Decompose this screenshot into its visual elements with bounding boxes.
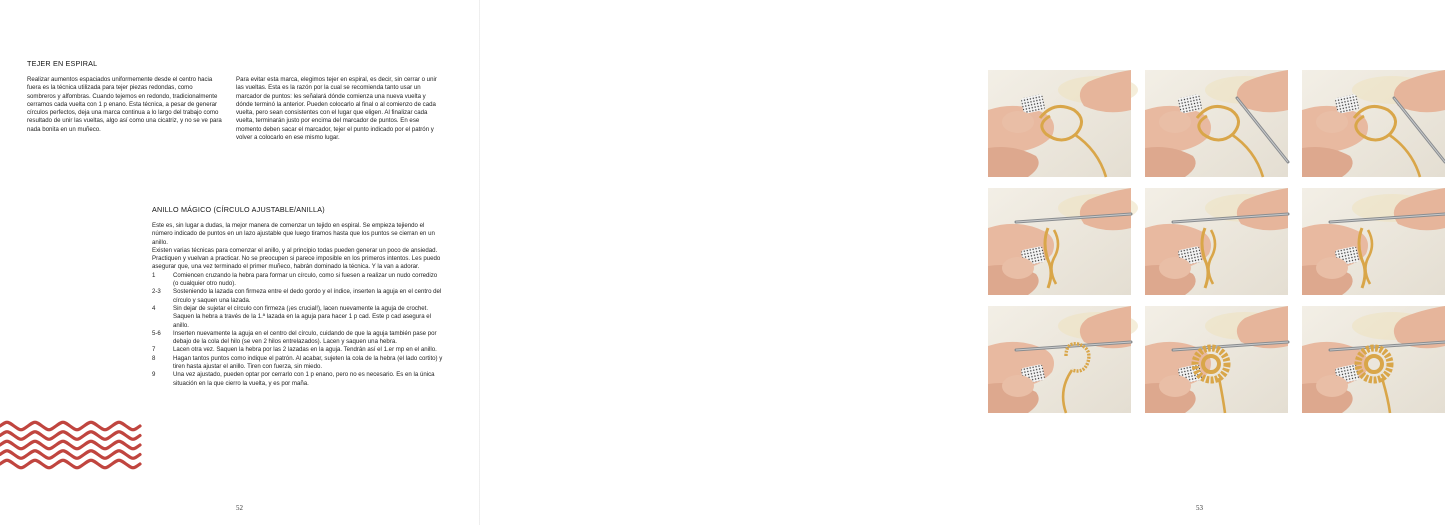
wave-decoration-icon [0, 420, 140, 472]
paragraph-magic-ring-1: Este es, sin lugar a dudas, la mejor manera de comenzar un tejido en espiral. Se empieza tejiendo el número indicado de puntos en un lazo ajustable que luego tiramos hasta que los puntos se cierran en un anillo. [152, 222, 435, 246]
body-column-b [236, 76, 441, 142]
right-page [480, 0, 1203, 525]
step-number: 9 [152, 371, 156, 379]
step-number: 7 [152, 346, 156, 354]
step-text: Comiencen cruzando la hebra para formar un círculo, como si fuesen a realizar un nudo corredizo (o cualquier otro nudo). [173, 271, 438, 288]
step-number: 4 [152, 304, 156, 312]
step-number: 1 [152, 271, 156, 279]
step-item [152, 288, 444, 305]
photo-step-3 [1302, 70, 1445, 177]
photo-step-9 [1302, 306, 1445, 413]
photo-step-4 [988, 188, 1131, 295]
step-number: 2-3 [152, 288, 161, 296]
paragraph-spiral-intro: Realizar aumentos espaciados uniformemente desde el centro hacia fuera es la técnica utilizada para tejer piezas redondas, como sombreros y alfombras. Cuando tejemos en redondo, tradicionalmente cerramos cada vuelta con 1 p enano. Esta técnica, a pesar de generar círculos perfectos, deja una marca continua a lo largo del trabajo como resultado de unir las vueltas, algo así como una cicatriz, y no se ve para nada bonita en un muñeco. [27, 76, 222, 133]
step-item [152, 305, 444, 330]
photo-step-6 [1302, 188, 1445, 295]
step-text: Lacen otra vez. Saquen la hebra por las 2 lazadas en la aguja. Tendrán así el 1.er mp en el anillo. [173, 346, 437, 354]
paragraph-magic-ring-2: Existen varias técnicas para comenzar el anillo, y al principio todas pueden generar un poco de ansiedad. Practiquen y vuelvan a practicar. No se preocupen si parece imposible en los primeros intentos. Les puedo asegurar que, una vez terminado el primer muñeco, habrán dominado la técnica. Y la van a adorar. [152, 246, 441, 271]
body-column-magic-ring [152, 222, 444, 388]
step-item [152, 355, 444, 372]
step-text: Una vez ajustado, pueden optar por cerrarlo con 1 p enano, pero no es necesario. Es en la única situación en la que cierro la vuelta, y es por maña. [173, 371, 435, 387]
step-item [152, 346, 444, 354]
step-text: Sin dejar de sujetar el círculo con firmeza (¡es crucial!), lacen nuevamente la aguja de crochet. Saquen la hebra a través de la 1.ª lazada en la aguja para hacer 1 p cad. Este p cad asegura el anillo. [173, 304, 432, 329]
step-item [152, 371, 444, 388]
steps-list [152, 272, 444, 388]
step-number: 8 [152, 354, 156, 362]
photo-step-1 [988, 70, 1131, 177]
body-column-a [27, 76, 222, 134]
step-text: Inserten nuevamente la aguja en el centro del círculo, cuidando de que la aguja también pase por debajo de la cola del hilo (se ven 2 hilos entrelazados). Lacen y saquen una hebra. [173, 329, 437, 346]
page-number-left: 52 [236, 504, 243, 512]
section-title-magic-ring: ANILLO MÁGICO (CÍRCULO AJUSTABLE/ANILLA) [152, 205, 325, 214]
photo-step-5 [1145, 188, 1288, 295]
photo-step-8 [1145, 306, 1288, 413]
page-number-right: 53 [1196, 504, 1203, 512]
step-text: Hagan tantos puntos como indique el patrón. Al acabar, sujeten la cola de la hebra (el lado cortito) y tiren hasta ajustar el anillo. Tiren con fuerza, sin miedo. [173, 354, 443, 371]
step-item [152, 330, 444, 347]
step-text: Sosteniendo la lazada con firmeza entre el dedo gordo y el índice, inserten la aguja en el centro del círculo y saquen una lazada. [173, 288, 442, 304]
photo-step-2 [1145, 70, 1288, 177]
step-number: 5-6 [152, 329, 161, 337]
section-title-spiral: TEJER EN ESPIRAL [27, 59, 98, 68]
photo-step-7 [988, 306, 1131, 413]
left-page [0, 0, 480, 525]
paragraph-marker: Para evitar esta marca, elegimos tejer en espiral, es decir, sin cerrar o unir las vueltas. Esta es la razón por la cual se recomienda tanto usar un marcador de puntos: les señalará dónde comienza una nueva vuelta y dónde terminó la anterior. Pueden colocarlo al final o al comienzo de cada vuelta, pero sean consistentes con el lugar que eligen. Al finalizar cada vuelta, terminarán justo por encima del marcador de puntos. En ese momento deben sacar el marcador, tejer el punto indicado por el patrón y volver a colocarlo en ese mismo lugar. [236, 76, 437, 142]
step-item [152, 272, 444, 289]
